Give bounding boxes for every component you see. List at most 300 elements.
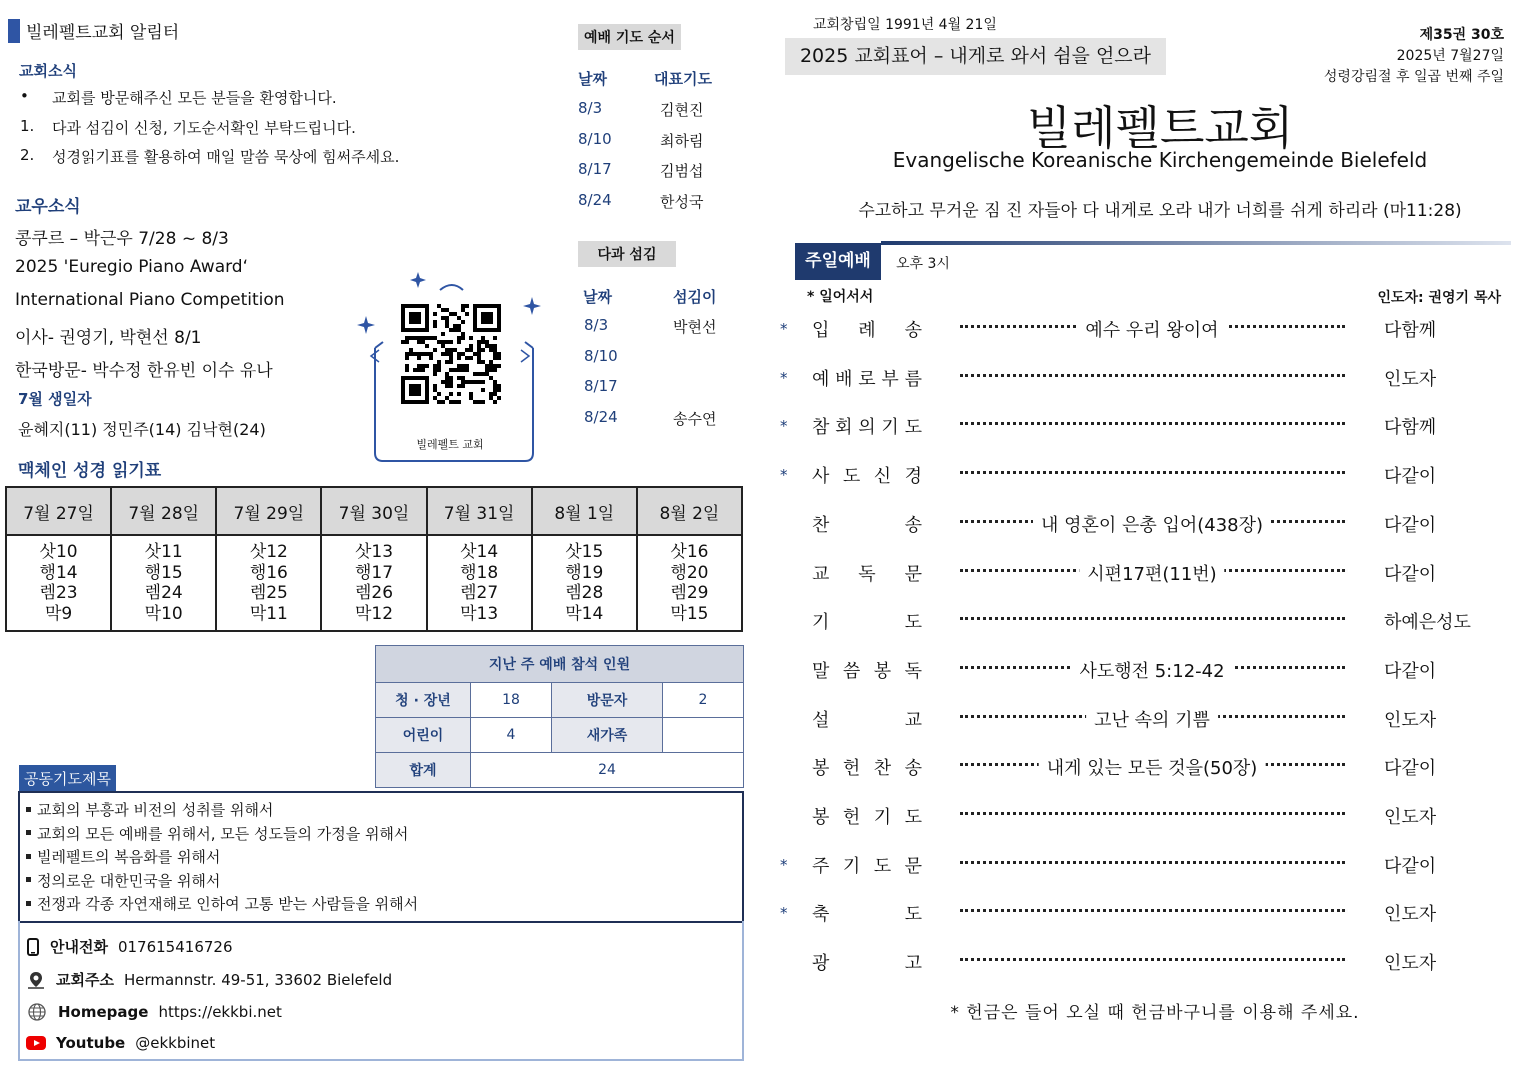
qr-module	[405, 368, 409, 372]
qr-module	[453, 328, 457, 332]
order-item-char: 기	[812, 612, 830, 634]
qr-module	[421, 368, 425, 372]
qr-module	[481, 400, 485, 404]
qr-module	[477, 360, 481, 364]
title-bar-mark	[8, 19, 20, 43]
reading-passage: 렘25	[249, 583, 288, 603]
qr-module	[497, 388, 501, 392]
reading-passage: 행16	[249, 562, 288, 583]
order-star: *	[780, 368, 788, 387]
qr-module	[461, 380, 465, 384]
qr-module	[493, 368, 497, 372]
liturgical-season: 성령강림절 후 일곱 번째 주일	[1323, 69, 1504, 85]
order-item-who: 하예은성도	[1384, 612, 1471, 634]
prayer-topic-item	[26, 870, 742, 894]
qr-module	[445, 348, 449, 352]
prayer-topic-text: 교회의 부흥과 비전의 성취를 위해서	[37, 801, 274, 819]
qr-module	[405, 340, 409, 344]
reading-passage: 막12	[354, 603, 394, 624]
order-item-char: 문	[904, 855, 922, 877]
qr-module	[489, 348, 493, 352]
qr-module	[445, 396, 449, 400]
order-item-content: 내게 있는 모든 것을(50장)	[1039, 754, 1266, 780]
attendance-youth-count: 18	[471, 683, 552, 718]
qr-module	[417, 340, 421, 344]
phone-number: 017615416726	[117, 937, 233, 956]
attendance-table	[375, 645, 744, 788]
qr-module	[493, 336, 497, 340]
reading-day-cell	[321, 535, 426, 631]
reading-plan-table	[5, 486, 743, 632]
qr-module	[425, 344, 429, 348]
qr-module	[493, 388, 497, 392]
order-item-char: 경	[904, 466, 922, 488]
qr-module	[469, 348, 473, 352]
order-row	[780, 900, 1510, 930]
qr-module	[493, 400, 497, 404]
qr-code-image	[401, 304, 501, 404]
order-star: *	[780, 855, 788, 874]
prayer-topic-item	[26, 893, 742, 917]
youtube-icon	[26, 1035, 46, 1051]
qr-module	[445, 380, 449, 384]
attendance-newfamily-label: 새가족	[552, 718, 663, 753]
qr-module	[433, 324, 437, 328]
qr-module	[445, 324, 449, 328]
snack-date: 8/24	[584, 407, 618, 426]
reading-passage: 삿10	[39, 542, 78, 562]
prayer-order-heading: 예배 기도 순서	[578, 24, 681, 50]
reading-day-cell	[111, 535, 216, 631]
bible-verse: 수고하고 무거운 짐 진 자들아 다 내게로 오라 내가 너희를 쉬게 하리라 (마11:28)	[858, 201, 1462, 221]
qr-module	[493, 356, 497, 360]
reading-passage: 행17	[354, 562, 394, 583]
qr-module	[449, 392, 453, 396]
reading-passage: 삿12	[249, 542, 288, 562]
order-item-name	[812, 316, 922, 342]
order-item-char: 교	[812, 563, 830, 585]
qr-card	[355, 268, 545, 468]
notice-title	[8, 18, 179, 43]
qr-module	[417, 364, 421, 368]
order-row	[780, 803, 1510, 833]
order-item-char: 헌	[842, 758, 861, 780]
qr-module	[409, 384, 421, 396]
order-item-char: 도	[904, 417, 922, 439]
address-value: Hermannstr. 49-51, 33602 Bielefeld	[123, 970, 393, 989]
order-item-char: 봉	[812, 758, 830, 780]
qr-module	[449, 376, 453, 380]
order-item-who: 인도자	[1384, 807, 1437, 828]
prayer-order-date: 8/24	[578, 190, 612, 209]
attendance-total-label: 합계	[376, 753, 471, 788]
order-item-name	[812, 900, 922, 926]
qr-module	[477, 372, 481, 376]
qr-module	[497, 352, 501, 356]
qr-module	[409, 348, 413, 352]
church-name-german: Evangelische Koreanische Kirchengemeinde Bielefeld	[892, 148, 1428, 172]
reading-passage: 렘27	[460, 583, 499, 603]
qr-module	[465, 368, 469, 372]
qr-module	[481, 336, 485, 340]
qr-module	[421, 336, 425, 340]
qr-module	[477, 340, 481, 344]
order-dots	[960, 422, 1345, 425]
news-item-marker: •	[20, 87, 29, 105]
qr-module	[453, 312, 457, 316]
qr-module	[457, 316, 461, 320]
qr-module	[465, 312, 469, 316]
order-item-content: 시편17편(11번)	[1079, 560, 1224, 586]
qr-module	[481, 360, 485, 364]
attendance-youth-label: 청 · 장년	[376, 683, 471, 718]
reading-passage: 렘23	[39, 583, 78, 603]
bullet-mark	[26, 901, 31, 906]
order-star: *	[780, 466, 788, 485]
church-name: 빌레펠트교회	[1026, 101, 1294, 155]
prayer-topic-text: 정의로운 대한민국을 위해서	[37, 871, 221, 890]
qr-module	[413, 352, 417, 356]
order-item-name	[812, 949, 922, 975]
order-item-who: 인도자	[1384, 368, 1437, 390]
prayer-order-date: 8/3	[578, 99, 603, 117]
qr-module	[425, 364, 429, 368]
homepage-label: Homepage	[58, 1003, 149, 1021]
reading-passage: 행18	[460, 562, 499, 583]
qr-module	[445, 320, 449, 324]
news-item-marker: 2.	[20, 146, 35, 164]
snack-col-name: 섬김이	[673, 288, 717, 306]
attendance-child-count: 4	[471, 718, 552, 753]
bullet-mark	[26, 854, 31, 859]
order-item-char: 참	[812, 417, 830, 439]
order-item-name	[812, 462, 922, 488]
qr-module	[489, 392, 493, 396]
qr-module	[433, 368, 437, 372]
qr-module	[445, 376, 449, 380]
order-item-char: 교	[904, 709, 922, 731]
order-item-char: 도	[873, 855, 892, 877]
order-item-char: 주	[812, 855, 830, 877]
qr-module	[477, 400, 481, 404]
reading-day-header: 7월 31일	[427, 487, 532, 535]
order-item-char: 헌	[842, 807, 861, 828]
prayer-order-date: 8/17	[578, 160, 612, 178]
qr-module	[437, 340, 441, 344]
order-item-char: 도	[904, 807, 922, 828]
reading-day-cell	[427, 535, 532, 631]
qr-module	[429, 352, 433, 356]
qr-module	[409, 312, 421, 324]
qr-module	[493, 344, 497, 348]
order-dots	[960, 909, 1345, 912]
bullet-mark	[26, 830, 31, 835]
prayer-order-name: 김현진	[660, 101, 704, 119]
qr-module	[489, 344, 493, 348]
prayer-topics-heading: 공동기도제목	[19, 765, 116, 792]
qr-module	[489, 364, 493, 368]
qr-module	[497, 384, 501, 388]
qr-module	[433, 312, 437, 316]
order-item-char: 찬	[812, 514, 830, 536]
qr-module	[425, 352, 429, 356]
qr-module	[497, 364, 501, 368]
order-item-who: 인도자	[1384, 709, 1437, 731]
news-item-text: 교회를 방문해주신 모든 분들을 환영합니다.	[52, 89, 337, 107]
contact-address	[26, 969, 392, 990]
contact-phone	[26, 936, 233, 957]
reading-day-header: 7월 27일	[6, 487, 111, 535]
qr-module	[441, 308, 445, 312]
prayer-topic-text: 전쟁과 각종 자연재해로 인하여 고통 받는 사람들을 위해서	[37, 895, 419, 913]
service-header-rule	[881, 241, 1511, 245]
qr-module	[497, 356, 501, 360]
qr-module	[465, 356, 469, 360]
qr-module	[457, 324, 461, 328]
order-item-who: 다같이	[1384, 758, 1437, 780]
qr-module	[437, 364, 441, 368]
qr-module	[461, 368, 465, 372]
qr-module	[461, 336, 465, 340]
reading-day-header: 8월 2일	[637, 487, 742, 535]
qr-module	[473, 352, 477, 356]
qr-module	[421, 364, 425, 368]
qr-module	[409, 352, 413, 356]
prayer-topic-text: 교회의 모든 예배를 위해서, 모든 성도들의 가정을 위해서	[37, 824, 409, 843]
order-item-char: 독	[904, 660, 922, 682]
prayer-topic-text: 빌레펠트의 복음화를 위해서	[37, 848, 221, 866]
church-news-item	[20, 87, 337, 108]
qr-module	[477, 356, 481, 360]
reading-day-cell	[216, 535, 321, 631]
order-item-name	[812, 754, 922, 780]
qr-module	[481, 312, 493, 324]
snack-name: 박현선	[673, 318, 717, 336]
order-item-who: 인도자	[1384, 953, 1437, 975]
qr-module	[417, 336, 421, 340]
contact-homepage[interactable]	[26, 1002, 282, 1022]
news-item-text: 다과 섬김이 신청, 기도순서확인 부탁드립니다.	[52, 118, 356, 137]
reading-passage: 삿15	[565, 542, 604, 562]
qr-module	[449, 400, 453, 404]
qr-module	[461, 376, 465, 380]
qr-module	[433, 396, 437, 400]
order-item-char: 문	[904, 563, 922, 585]
qr-module	[497, 396, 501, 400]
reading-passage: 렘28	[565, 583, 604, 603]
qr-module	[481, 388, 485, 392]
order-item-name	[812, 560, 922, 586]
reading-passage: 렘29	[670, 583, 709, 603]
qr-module	[413, 368, 417, 372]
notice-title-text: 빌레펠트교회 알림터	[26, 23, 180, 43]
qr-module	[449, 340, 453, 344]
order-item-name	[812, 608, 922, 634]
bulletin-date: 2025년 7월27일	[1396, 48, 1504, 64]
order-item-char: 송	[904, 320, 922, 341]
qr-module	[457, 356, 461, 360]
qr-module	[453, 400, 457, 404]
qr-module	[457, 364, 461, 368]
order-item-char: 사	[812, 466, 830, 488]
qr-module	[405, 364, 409, 368]
qr-module	[457, 384, 461, 388]
qr-module	[417, 352, 421, 356]
order-dots	[960, 617, 1345, 620]
qr-module	[493, 392, 497, 396]
service-title: 주일예배	[795, 243, 881, 280]
contact-youtube[interactable]	[26, 1034, 215, 1052]
qr-module	[461, 384, 465, 388]
reading-day-cell	[637, 535, 742, 631]
attendance-visitor-count: 2	[663, 683, 744, 718]
qr-module	[481, 372, 485, 376]
prayer-order-name: 최하림	[660, 131, 704, 150]
volume-number: 제35권 30호	[1419, 27, 1504, 43]
qr-module	[433, 388, 437, 392]
attendance-caption: 지난 주 예배 참석 인원	[376, 646, 744, 683]
order-item-char: 송	[904, 514, 922, 536]
qr-module	[473, 372, 477, 376]
snack-date: 8/17	[584, 377, 618, 395]
order-item-char: 기	[842, 855, 861, 877]
address-label: 교회주소	[56, 971, 114, 989]
order-item-char: 예	[812, 368, 830, 390]
qr-module	[405, 356, 409, 360]
qr-module	[429, 336, 433, 340]
order-item-char: 찬	[873, 758, 892, 780]
bullet-mark	[26, 877, 31, 882]
qr-module	[465, 304, 469, 308]
order-item-who: 다같이	[1384, 660, 1437, 682]
qr-module	[445, 316, 449, 320]
order-item-char: 도	[904, 612, 922, 634]
qr-module	[445, 352, 449, 356]
qr-module	[425, 336, 429, 340]
qr-module	[449, 352, 453, 356]
attendance-newfamily-count	[663, 718, 744, 753]
qr-module	[489, 360, 493, 364]
order-item-char: 배	[835, 368, 853, 390]
qr-module	[465, 348, 469, 352]
qr-module	[437, 400, 441, 404]
qr-module	[421, 340, 425, 344]
reading-passage: 삿11	[144, 542, 183, 562]
founded-date: 교회창립일 1991년 4월 21일	[813, 17, 997, 33]
qr-module	[441, 352, 445, 356]
qr-module	[449, 312, 453, 316]
qr-module	[493, 352, 497, 356]
order-item-content: 내 영혼이 은총 입어(438장)	[1033, 511, 1271, 537]
qr-module	[433, 364, 437, 368]
location-pin-icon	[26, 970, 46, 990]
qr-module	[449, 328, 453, 332]
qr-module	[457, 340, 461, 344]
church-motto: 2025 교회표어 – 내게로 와서 쉼을 얻으라	[785, 38, 1166, 75]
reading-passage: 행19	[565, 562, 604, 583]
qr-module	[453, 368, 457, 372]
youtube-handle[interactable]: @ekkbinet	[135, 1034, 216, 1052]
order-star: *	[780, 904, 788, 923]
order-dots	[960, 471, 1345, 474]
church-news-heading: 교회소식	[19, 62, 77, 80]
order-row	[780, 560, 1510, 590]
reading-passage: 행20	[670, 562, 709, 583]
qr-module	[461, 308, 465, 312]
news-item-text: 성경읽기표를 활용하여 매일 말씀 묵상에 힘써주세요.	[52, 148, 400, 166]
qr-module	[445, 308, 449, 312]
reading-passage: 막10	[144, 603, 183, 624]
qr-module	[469, 336, 473, 340]
qr-module	[461, 320, 465, 324]
order-row	[780, 462, 1510, 492]
order-item-who: 인도자	[1384, 904, 1437, 926]
order-item-char: 부	[881, 368, 899, 390]
order-item-content: 예수 우리 왕이여	[1077, 316, 1226, 342]
qr-module	[457, 352, 461, 356]
service-leader: 인도자: 권영기 목사	[1377, 290, 1501, 306]
qr-module	[493, 364, 497, 368]
prayer-topic-item	[26, 846, 742, 870]
homepage-url[interactable]: https://ekkbi.net	[158, 1003, 282, 1021]
reading-passage: 삿16	[670, 542, 709, 562]
attendance-visitor-label: 방문자	[552, 683, 663, 718]
qr-module	[481, 340, 485, 344]
order-item-char: 로	[858, 368, 876, 390]
member-news-line: 2025 'Euregio Piano Award‘	[15, 257, 248, 277]
member-news-line: 이사- 권영기, 박현선 8/1	[15, 328, 202, 348]
order-item-name	[812, 365, 922, 391]
news-item-marker: 1.	[20, 116, 35, 135]
qr-module	[461, 364, 465, 368]
qr-module	[465, 364, 469, 368]
member-news-line: 콩쿠르 – 박근우 7/28 ~ 8/3	[15, 229, 229, 249]
order-dots	[960, 958, 1345, 961]
qr-module	[469, 396, 473, 400]
order-item-content: 사도행전 5:12-42	[1071, 657, 1232, 683]
reading-day-header: 7월 29일	[216, 487, 321, 535]
order-item-char: 축	[812, 904, 830, 926]
order-row	[780, 657, 1510, 687]
qr-module	[445, 384, 449, 388]
prayer-order-name: 한성국	[660, 192, 704, 211]
reading-passage: 막11	[249, 603, 288, 624]
qr-module	[457, 328, 461, 332]
order-item-char: 봉	[873, 660, 892, 682]
qr-module	[449, 348, 453, 352]
qr-module	[457, 400, 461, 404]
order-item-name	[812, 803, 922, 829]
order-item-char: 고	[904, 953, 922, 975]
reading-passage: 삿14	[460, 542, 499, 562]
order-item-who: 다함께	[1384, 417, 1437, 439]
qr-module	[453, 348, 457, 352]
prayer-topic-item	[26, 799, 742, 823]
order-item-name	[812, 657, 922, 683]
qr-module	[417, 356, 421, 360]
qr-module	[409, 336, 413, 340]
order-dots	[960, 812, 1345, 815]
qr-module	[489, 376, 493, 380]
qr-module	[493, 348, 497, 352]
snack-date: 8/3	[584, 316, 609, 334]
qr-module	[489, 368, 493, 372]
order-row	[780, 949, 1510, 979]
stand-note: * 일어서서	[807, 289, 874, 305]
prayer-order-col-date: 날짜	[578, 70, 607, 88]
qr-module	[405, 352, 409, 356]
qr-module	[445, 360, 449, 364]
